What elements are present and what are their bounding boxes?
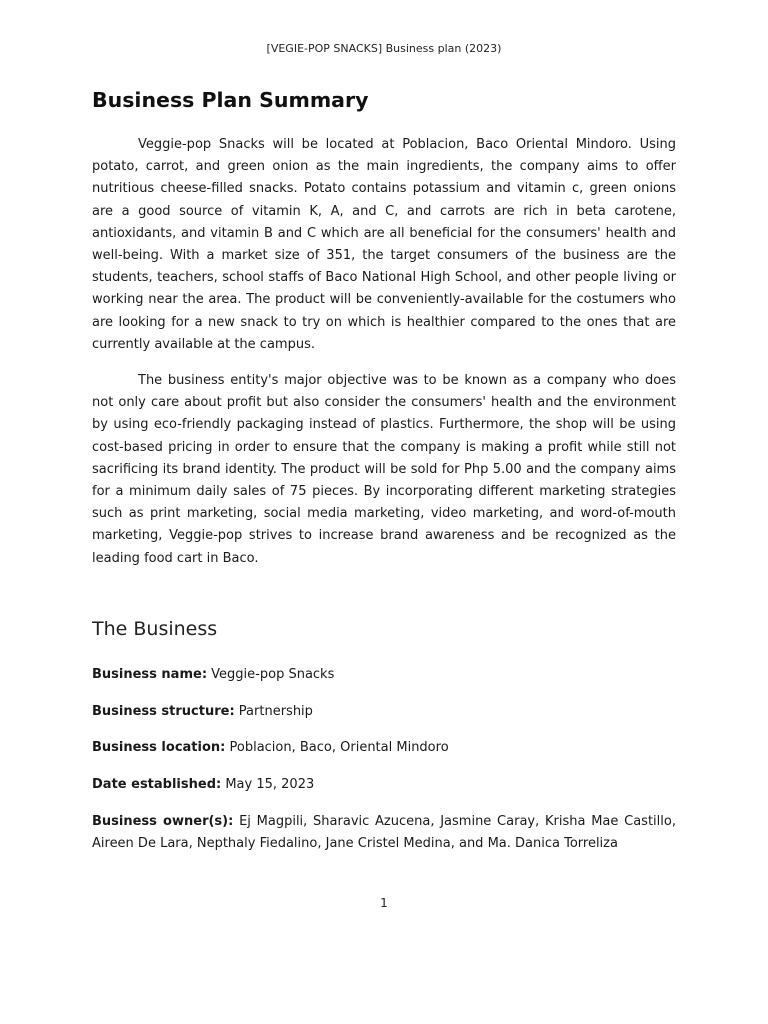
field-value: Veggie-pop Snacks [211,666,335,682]
field-business-location [92,737,676,759]
field-value: Partnership [238,703,313,719]
page-number: 1 [380,896,388,910]
field-label: Business owner(s): [92,813,234,829]
field-business-name [92,664,676,686]
field-label: Business name: [92,666,208,682]
field-label: Date established: [92,776,222,792]
field-label: Business location: [92,740,226,756]
running-header: [VEGIE-POP SNACKS] Business plan (2023) [266,42,502,55]
field-business-owners [92,811,676,855]
page-content [92,88,676,870]
field-label: Business structure: [92,703,235,719]
business-heading: The Business [92,617,218,640]
field-business-structure [92,701,676,723]
summary-paragraph-1: Veggie-pop Snacks will be located at Poblacion, Baco Oriental Mindoro. Using potato, carrot, and green onion as the main ingredients, the company aims to offer nutritious cheese-filled snacks. Potato contains potassium and vitamin c, green onions are a good source of vitamin K, A, and C, and carrots are rich in beta carotene, antioxidants, and vitamin B and C which are all beneficial for the consumers' health and well-being. With a market size of 351, the target consumers of the business are the students, teachers, school staffs of Baco National High School, and other people living or working near the area. The product will be conveniently-available for the costumers who are looking for a new snack to try on which is healthier compared to the ones that are currently available at the campus. [92,137,676,352]
summary-paragraph-2: The business entity's major objective was to be known as a company who does not only care about profit but also consider the consumers' health and the environment by using eco-friendly packaging instead of plastics. Furthermore, the shop will be using cost-based pricing in order to ensure that the company is making a profit while still not sacrificing its brand identity. The product will be sold for Php 5.00 and the company aims for a minimum daily sales of 75 pieces. By incorporating different marketing strategies such as print marketing, social media marketing, video marketing, and word-of-mouth marketing, Veggie-pop strives to increase brand awareness and be recognized as the leading food cart in Baco. [92,373,676,566]
field-value: Poblacion, Baco, Oriental Mindoro [229,740,449,756]
summary-heading: Business Plan Summary [92,88,369,112]
field-date-established [92,774,676,796]
field-value: Ej Magpili, Sharavic Azucena, Jasmine Caray, Krisha Mae Castillo, Aireen De Lara, Nepthaly Fiedalino, Jane Cristel Medina, and Ma. Danica Torreliza [92,813,676,851]
field-value: May 15, 2023 [225,776,315,792]
